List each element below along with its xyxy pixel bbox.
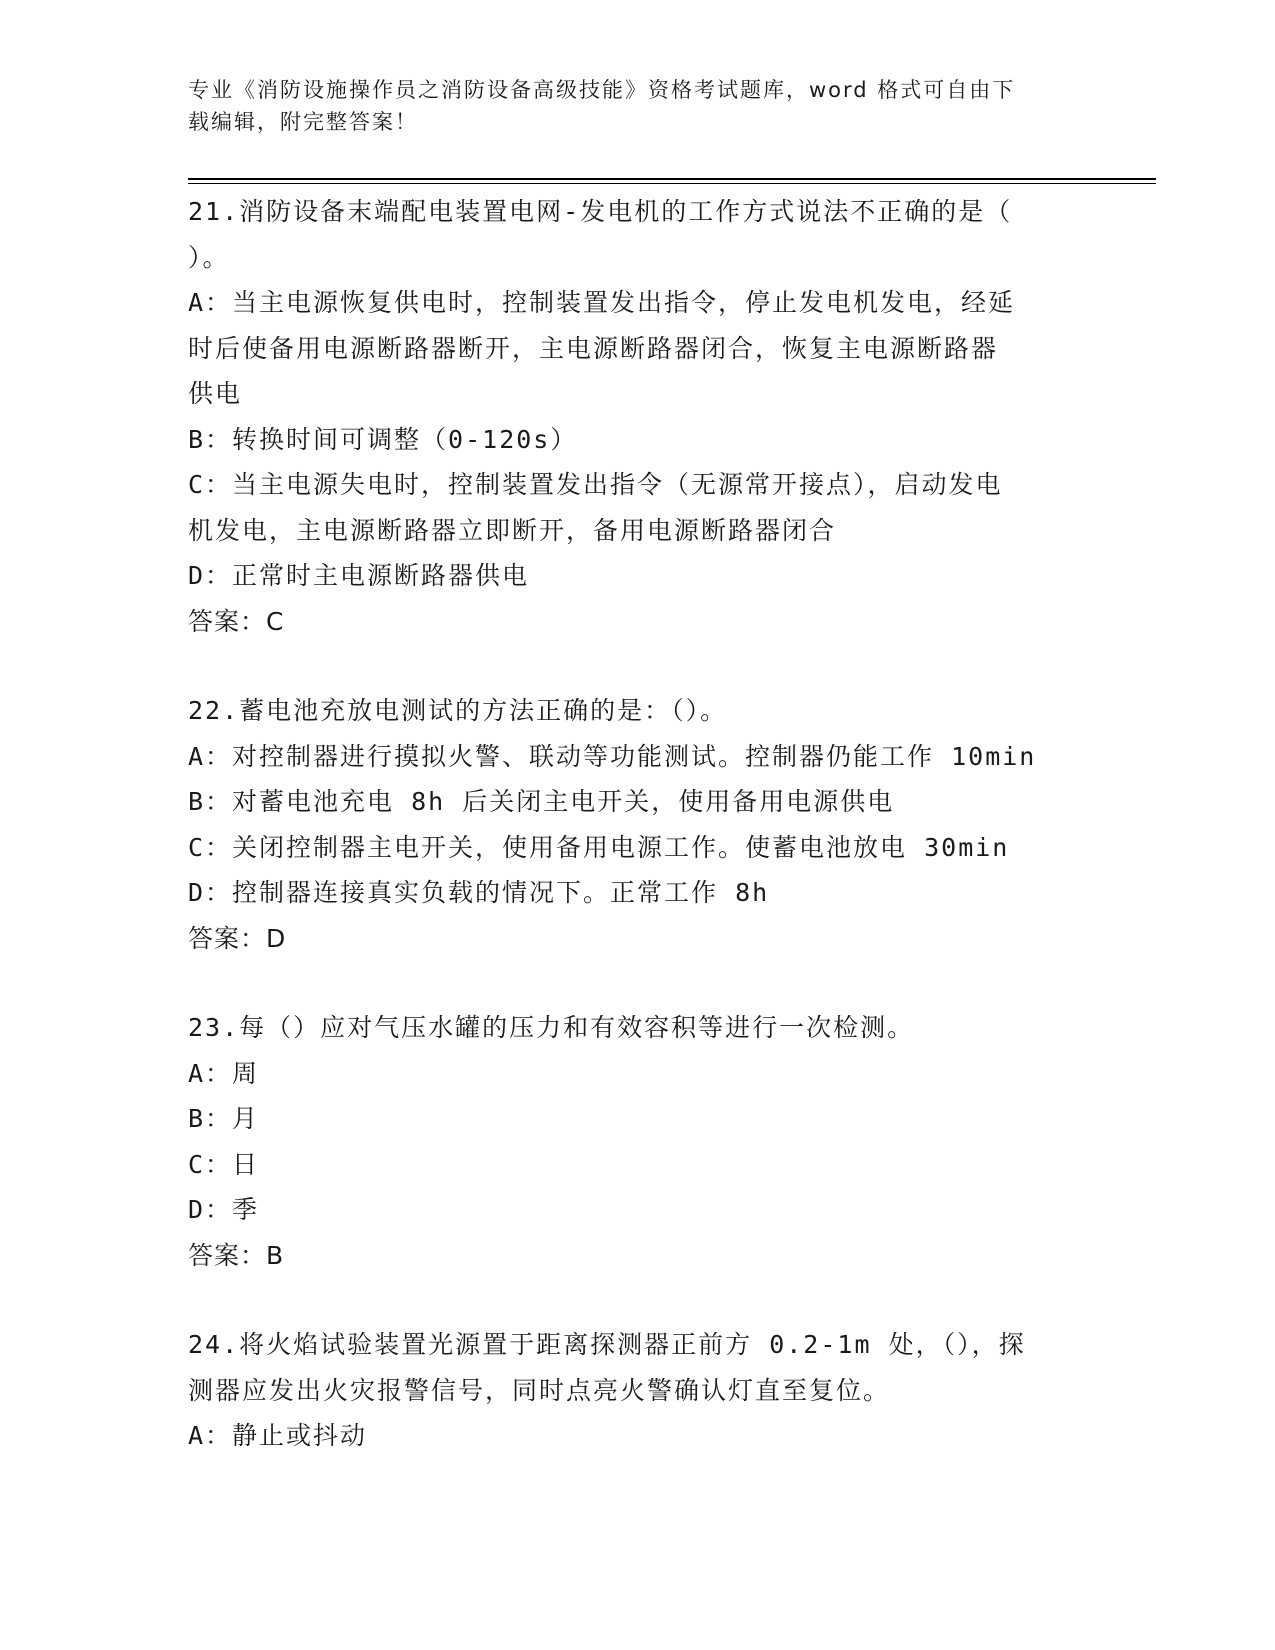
answer-label: 答案：C bbox=[188, 606, 285, 636]
option-a: 时后使备用电源断路器断开，主电源断路器闭合，恢复主电源断路器 bbox=[188, 333, 999, 363]
header-line-2: 载编辑，附完整答案！ bbox=[188, 110, 418, 134]
question-stem: 24.将火焰试验装置光源置于距离探测器正前方 0.2-1m 处，（），探 bbox=[188, 1330, 1026, 1359]
option-b: B：月 bbox=[188, 1104, 260, 1133]
header-divider-thick bbox=[188, 178, 1156, 180]
option-a: A：静止或抖动 bbox=[188, 1421, 368, 1450]
answer-label: 答案：B bbox=[188, 1240, 285, 1270]
document-header bbox=[188, 74, 1068, 138]
option-c: C：当主电源失电时，控制装置发出指令（无源常开接点），启动发电 bbox=[188, 470, 1003, 499]
option-d: D：季 bbox=[188, 1195, 260, 1224]
question-stem: ）。 bbox=[188, 242, 230, 272]
option-a: 供电 bbox=[188, 379, 243, 408]
question-24 bbox=[188, 1322, 1088, 1459]
question-22 bbox=[188, 688, 1088, 961]
option-d: D：正常时主电源断路器供电 bbox=[188, 561, 530, 590]
option-c: C：日 bbox=[188, 1149, 260, 1179]
header-divider-thin bbox=[188, 183, 1156, 184]
header-line-1: 专业《消防设施操作员之消防设备高级技能》资格考试题库，word 格式可自由下 bbox=[188, 78, 1016, 102]
option-b: B：对蓄电池充电 8h 后关闭主电开关，使用备用电源供电 bbox=[188, 787, 895, 816]
question-21 bbox=[188, 189, 1088, 644]
option-b: B：转换时间可调整（0-120s） bbox=[188, 424, 578, 454]
question-stem: 23.每（）应对气压水罐的压力和有效容积等进行一次检测。 bbox=[188, 1013, 915, 1042]
option-a: A：周 bbox=[188, 1058, 260, 1088]
option-c: 机发电，主电源断路器立即断开，备用电源断路器闭合 bbox=[188, 515, 837, 545]
question-stem: 21.消防设备末端配电装置电网-发电机的工作方式说法不正确的是（ bbox=[188, 197, 1013, 226]
question-list bbox=[188, 189, 1088, 1459]
option-a: A：当主电源恢复供电时，控制装置发出指令，停止发电机发电，经延 bbox=[188, 288, 1016, 317]
option-c: C：关闭控制器主电开关，使用备用电源工作。使蓄电池放电 30min bbox=[188, 832, 1010, 862]
option-a: A：对控制器进行摸拟火警、联动等功能测试。控制器仍能工作 10min bbox=[188, 741, 1037, 771]
question-23 bbox=[188, 1005, 1088, 1278]
answer-label: 答案：D bbox=[188, 923, 287, 953]
question-stem: 测器应发出火灾报警信号，同时点亮火警确认灯直至复位。 bbox=[188, 1375, 891, 1405]
option-d: D：控制器连接真实负载的情况下。正常工作 8h bbox=[188, 878, 770, 907]
question-stem: 22.蓄电池充放电测试的方法正确的是：（）。 bbox=[188, 696, 728, 725]
